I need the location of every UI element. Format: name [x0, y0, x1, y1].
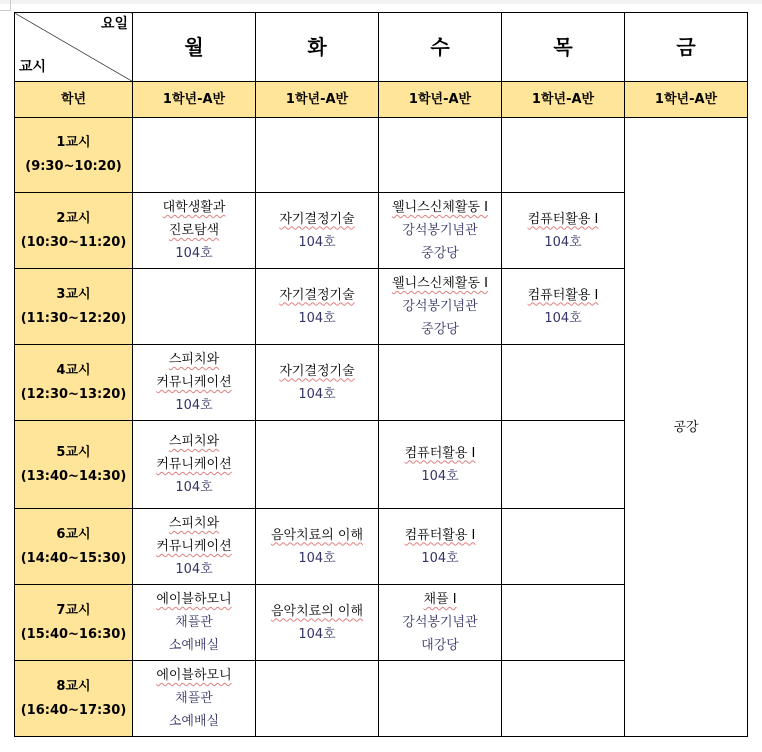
period-time: (16:40~17:30): [20, 702, 127, 718]
class-cell[interactable]: [502, 509, 625, 585]
friday-free-cell: 공강: [625, 118, 748, 737]
grade-cell: 1학년-A반: [502, 82, 625, 118]
day-tue: 화: [256, 13, 379, 82]
class-cell[interactable]: [502, 193, 625, 269]
class-cell[interactable]: [502, 661, 625, 737]
room-location: 강석봉기념관: [402, 223, 478, 238]
period-name: 1교시: [56, 135, 91, 150]
period-label: [15, 118, 133, 193]
class-cell[interactable]: [379, 345, 502, 421]
day-thu: 목: [502, 13, 625, 82]
class-cell[interactable]: [256, 421, 379, 509]
room-location: 104호: [298, 550, 336, 566]
grade-cell: 1학년-A반: [625, 82, 748, 118]
grade-label: 학년: [15, 82, 133, 118]
period-label: [15, 269, 133, 345]
day-mon: 월: [133, 13, 256, 82]
course-name: 스피치와: [168, 434, 220, 449]
class-cell[interactable]: [133, 509, 256, 585]
room-location: 104호: [175, 480, 213, 495]
period-label: [15, 345, 133, 421]
room-location: 104호: [298, 386, 336, 402]
grade-cell: 1학년-A반: [133, 82, 256, 118]
room-location: 대강당: [421, 638, 459, 653]
period-time: (14:40~15:30): [20, 550, 127, 566]
corner-header: [15, 13, 133, 82]
period-label: [15, 661, 133, 737]
period-axis-label: 교시: [19, 59, 47, 75]
period-time: (13:40~14:30): [20, 468, 127, 484]
period-label: [15, 421, 133, 509]
class-cell[interactable]: [133, 269, 256, 345]
period-label: [15, 585, 133, 661]
period-name: 8교시: [56, 678, 91, 694]
period-name: 2교시: [56, 210, 91, 226]
period-name: 3교시: [56, 286, 91, 302]
class-cell[interactable]: [133, 585, 256, 661]
course-name: 웰니스신체활동 Ⅰ: [392, 200, 488, 215]
class-cell[interactable]: [502, 345, 625, 421]
course-name: 컴퓨터활용 Ⅰ: [404, 527, 476, 543]
course-name: 스피치와: [168, 516, 220, 531]
course-name: 에이블하모니: [156, 592, 232, 607]
class-cell[interactable]: [379, 269, 502, 345]
class-cell[interactable]: [256, 118, 379, 193]
room-location: 104호: [421, 550, 459, 566]
class-cell[interactable]: [133, 193, 256, 269]
period-row: [15, 118, 748, 193]
class-cell[interactable]: [256, 193, 379, 269]
period-time: (9:30~10:20): [25, 159, 122, 174]
period-label: [15, 509, 133, 585]
room-location: 중강당: [421, 246, 459, 261]
period-label: [15, 193, 133, 269]
class-cell[interactable]: [133, 661, 256, 737]
course-name: 컴퓨터활용 Ⅰ: [404, 445, 476, 461]
grade-cell: 1학년-A반: [379, 82, 502, 118]
class-cell[interactable]: [256, 509, 379, 585]
period-time: (11:30~12:20): [20, 310, 127, 326]
room-location: 104호: [421, 468, 459, 484]
room-location: 강석봉기념관: [402, 615, 478, 630]
room-location: 소예배실: [168, 638, 220, 653]
period-time: (12:30~13:20): [20, 386, 127, 402]
day-axis-label: 요일: [100, 16, 128, 32]
course-name: 에이블하모니: [156, 668, 232, 683]
class-cell[interactable]: [256, 661, 379, 737]
course-name: 웰니스신체활동 Ⅰ: [392, 276, 488, 291]
class-cell[interactable]: [502, 118, 625, 193]
day-fri: 금: [625, 13, 748, 82]
course-name: 컴퓨터활용 Ⅰ: [527, 287, 599, 303]
course-name: 대학생활과: [162, 200, 226, 215]
class-cell[interactable]: [379, 193, 502, 269]
room-location: 104호: [298, 234, 336, 250]
room-location: 중강당: [421, 322, 459, 337]
day-header-row: [15, 13, 748, 82]
period-name: 7교시: [56, 602, 91, 618]
course-name: 스피치와: [168, 352, 220, 367]
class-cell[interactable]: [379, 509, 502, 585]
period-time: (15:40~16:30): [20, 626, 127, 642]
class-cell[interactable]: [133, 345, 256, 421]
timetable: [14, 12, 748, 737]
grade-cell: 1학년-A반: [256, 82, 379, 118]
course-name: 커뮤니케이션: [156, 375, 232, 390]
course-name: 자기결정기술: [279, 363, 355, 379]
room-location: 104호: [175, 246, 213, 261]
course-name: 커뮤니케이션: [156, 539, 232, 554]
course-name: 자기결정기술: [279, 287, 355, 303]
class-cell[interactable]: [502, 421, 625, 509]
course-name: 자기결정기술: [279, 211, 355, 227]
class-cell[interactable]: [256, 345, 379, 421]
class-cell[interactable]: [133, 421, 256, 509]
course-name: 음악치료의 이해: [270, 527, 364, 543]
room-location: 104호: [298, 626, 336, 642]
period-name: 4교시: [56, 362, 91, 378]
class-cell[interactable]: [379, 118, 502, 193]
course-name: 컴퓨터활용 Ⅰ: [527, 211, 599, 227]
room-location: 104호: [175, 398, 213, 413]
room-location: 104호: [298, 310, 336, 326]
period-name: 6교시: [56, 526, 91, 542]
course-name: 커뮤니케이션: [156, 457, 232, 472]
day-wed: 수: [379, 13, 502, 82]
class-cell[interactable]: [379, 421, 502, 509]
period-name: 5교시: [56, 444, 91, 460]
class-cell[interactable]: [502, 585, 625, 661]
class-cell[interactable]: [379, 661, 502, 737]
room-location: 104호: [175, 562, 213, 577]
course-name: 진로탐색: [168, 223, 220, 238]
class-cell[interactable]: [256, 269, 379, 345]
course-name: 채플 Ⅰ: [423, 592, 457, 607]
room-location: 강석봉기념관: [402, 299, 478, 314]
room-location: 소예배실: [168, 714, 220, 729]
room-location: 채플관: [175, 691, 213, 706]
course-name: 음악치료의 이해: [270, 603, 364, 619]
class-cell[interactable]: [379, 585, 502, 661]
page-corner-marker: [0, 0, 11, 11]
class-cell[interactable]: [256, 585, 379, 661]
top-bar: [0, 0, 762, 4]
period-time: (10:30~11:20): [20, 234, 127, 250]
room-location: 채플관: [175, 615, 213, 630]
grade-row: [15, 82, 748, 118]
class-cell[interactable]: [133, 118, 256, 193]
class-cell[interactable]: [502, 269, 625, 345]
room-location: 104호: [544, 234, 582, 250]
room-location: 104호: [544, 310, 582, 326]
